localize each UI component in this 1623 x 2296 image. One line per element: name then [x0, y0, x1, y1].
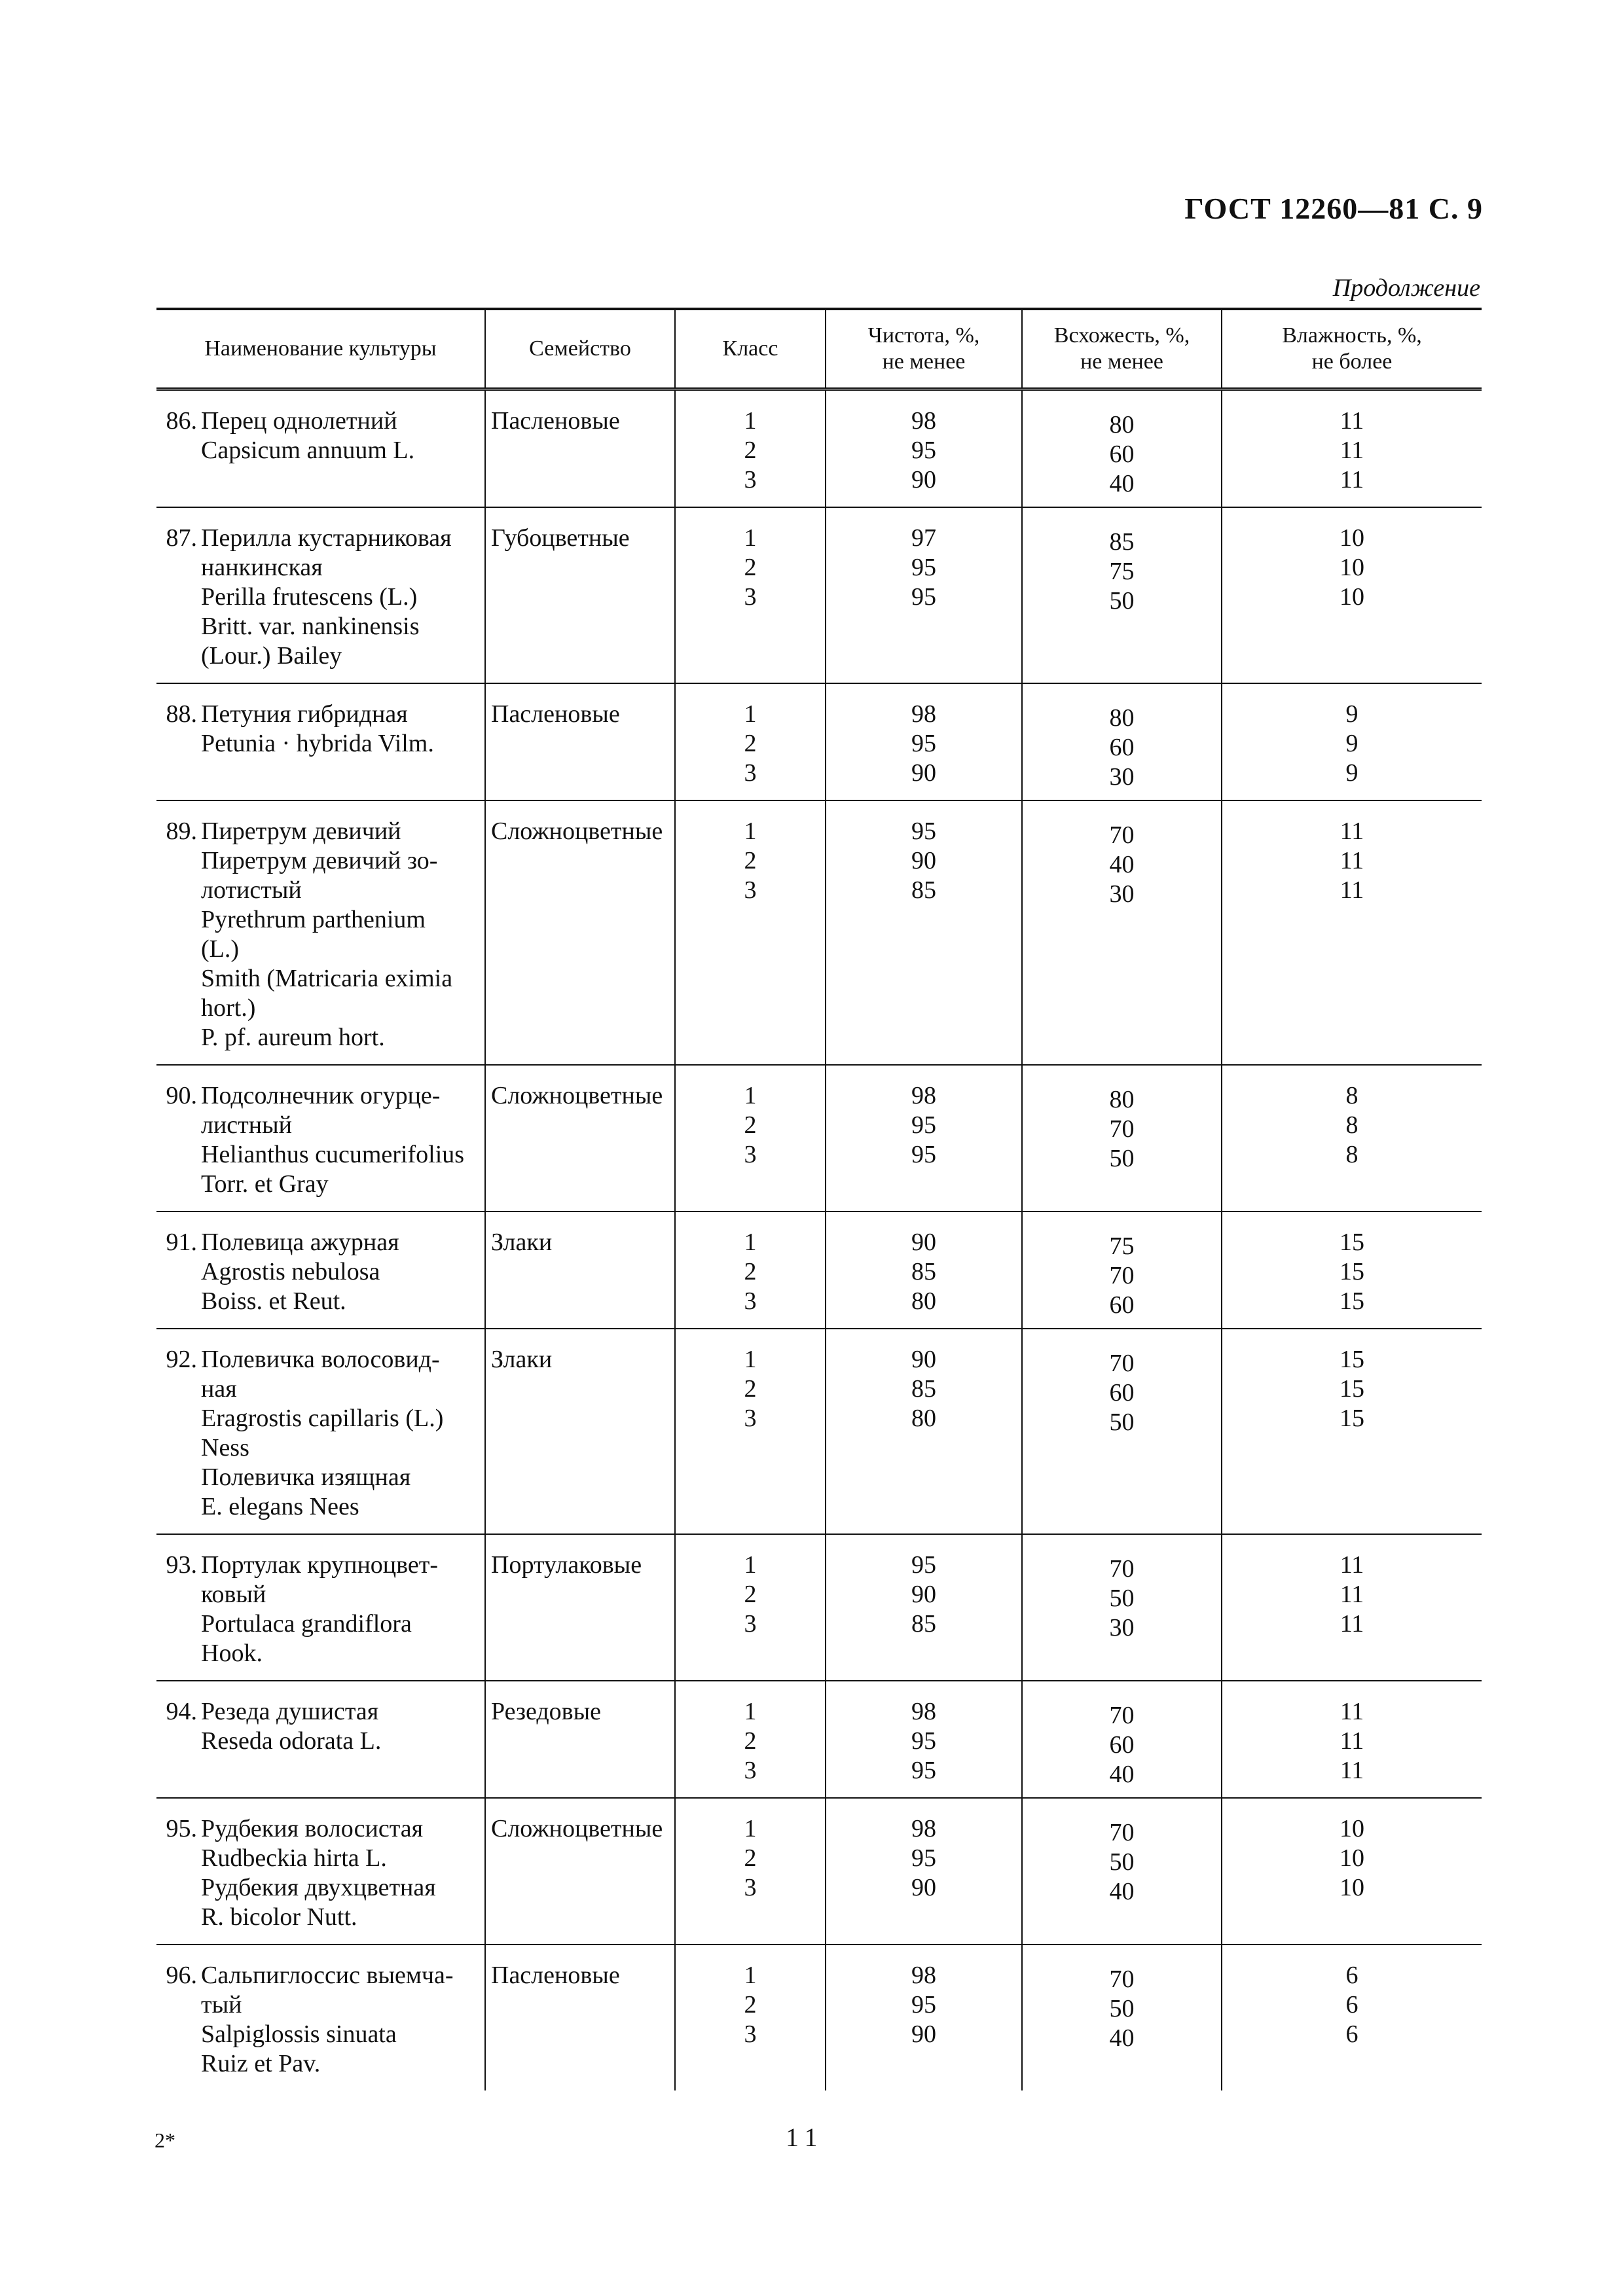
purity-value: 90 — [911, 1581, 936, 1608]
germination-cell — [1022, 683, 1222, 800]
class-value: 1 — [744, 1698, 757, 1725]
germination-value: 80 — [1109, 411, 1135, 439]
germination-value: 70 — [1109, 1262, 1135, 1289]
purity-value: 95 — [911, 817, 936, 845]
class-cell — [675, 1065, 826, 1211]
moisture-cell — [1222, 389, 1482, 508]
germination-cell — [1022, 1329, 1222, 1534]
germination-cell — [1022, 1211, 1222, 1329]
crop-name-line: Полевичка волосовид- — [201, 1346, 440, 1373]
class-value: 1 — [744, 407, 757, 435]
purity-value: 90 — [911, 759, 936, 787]
moisture-value: 8 — [1345, 1111, 1359, 1139]
class-value: 3 — [744, 1874, 757, 1901]
page-number: 11 — [786, 2123, 824, 2152]
germination-value: 50 — [1109, 1585, 1135, 1612]
crop-name-line: Hook. — [201, 1640, 263, 1667]
crop-name-cell — [156, 507, 485, 683]
crop-name-line: Полевичка изящная — [201, 1463, 411, 1491]
family-cell: Пасленовые — [485, 389, 675, 508]
germination-value: 30 — [1109, 763, 1135, 791]
family-cell: Сложноцветные — [485, 800, 675, 1065]
class-value: 1 — [744, 700, 757, 728]
germination-value: 40 — [1109, 1761, 1135, 1788]
family-cell: Портулаковые — [485, 1534, 675, 1681]
crop-name-line: Perilla frutescens (L.) — [201, 583, 418, 611]
table-row — [156, 389, 1482, 508]
purity-value: 95 — [911, 1141, 936, 1168]
entry-number: 87. — [166, 524, 197, 552]
purity-value: 95 — [911, 1844, 936, 1872]
germination-value: 50 — [1109, 1995, 1135, 2022]
crop-name-line: нанкинская — [201, 554, 323, 581]
germination-value: 40 — [1109, 2024, 1135, 2052]
class-value: 1 — [744, 1962, 757, 1989]
crop-name-cell — [156, 683, 485, 800]
germination-value: 40 — [1109, 470, 1135, 497]
class-value: 3 — [744, 1141, 757, 1168]
purity-value: 98 — [911, 700, 936, 728]
germination-cell — [1022, 389, 1222, 508]
class-value: 3 — [744, 583, 757, 611]
crop-name-line: Резеда душистая — [201, 1698, 379, 1725]
moisture-cell — [1222, 1211, 1482, 1329]
crop-name-line: Eragrostis capillaris (L.) — [201, 1405, 444, 1432]
moisture-value: 11 — [1340, 1727, 1364, 1755]
crop-name-cell — [156, 1065, 485, 1211]
moisture-value: 11 — [1340, 437, 1364, 464]
purity-value: 95 — [911, 437, 936, 464]
table-row — [156, 1945, 1482, 2090]
crop-name-cell — [156, 1211, 485, 1329]
germination-value: 85 — [1109, 528, 1135, 556]
moisture-value: 9 — [1345, 759, 1359, 787]
purity-value: 97 — [911, 524, 936, 552]
moisture-value: 11 — [1340, 407, 1364, 435]
germination-value: 70 — [1109, 1702, 1135, 1729]
moisture-value: 11 — [1340, 1610, 1364, 1638]
purity-value: 98 — [911, 407, 936, 435]
class-value: 3 — [744, 1757, 757, 1784]
moisture-value: 11 — [1340, 847, 1364, 874]
purity-value: 80 — [911, 1287, 936, 1315]
crop-name-line: Portulaca grandiflora — [201, 1610, 412, 1638]
crop-name-line: P. pf. aureum hort. — [201, 1024, 385, 1051]
crop-name-line: лотистый — [201, 876, 302, 904]
moisture-value: 15 — [1340, 1287, 1364, 1315]
moisture-value: 11 — [1340, 817, 1364, 845]
crop-name-line: Petunia · hybrida Vilm. — [201, 730, 434, 757]
moisture-value: 11 — [1340, 466, 1364, 493]
germination-cell — [1022, 800, 1222, 1065]
purity-cell — [826, 507, 1022, 683]
table-header-row — [156, 309, 1482, 389]
moisture-cell — [1222, 1798, 1482, 1945]
germination-cell — [1022, 1534, 1222, 1681]
column-header-moisture: Влажность, %, не более — [1222, 309, 1482, 389]
germination-value: 70 — [1109, 1115, 1135, 1143]
moisture-value: 6 — [1345, 1962, 1359, 1989]
moisture-value: 10 — [1340, 554, 1364, 581]
crop-name-line: Сальпиглоссис выемча- — [201, 1962, 454, 1989]
column-header-purity: Чистота, %, не менее — [826, 309, 1022, 389]
moisture-cell — [1222, 800, 1482, 1065]
table-row — [156, 1065, 1482, 1211]
germination-value: 60 — [1109, 440, 1135, 468]
germination-value: 70 — [1109, 1555, 1135, 1583]
sheet-mark: 2* — [155, 2128, 175, 2152]
purity-value: 85 — [911, 876, 936, 904]
moisture-value: 10 — [1340, 1874, 1364, 1901]
purity-value: 90 — [911, 847, 936, 874]
crop-name-line: Agrostis nebulosa — [201, 1258, 380, 1285]
family-cell: Злаки — [485, 1329, 675, 1534]
crop-name-line: тый — [201, 1991, 242, 2018]
class-cell — [675, 683, 826, 800]
crop-name-line: Capsicum annuum L. — [201, 437, 415, 464]
purity-cell — [826, 1211, 1022, 1329]
purity-value: 95 — [911, 583, 936, 611]
crop-name-line: hort.) — [201, 994, 256, 1022]
moisture-value: 15 — [1340, 1229, 1364, 1256]
purity-value: 85 — [911, 1610, 936, 1638]
family-cell: Сложноцветные — [485, 1065, 675, 1211]
table-row — [156, 1329, 1482, 1534]
germination-cell — [1022, 1945, 1222, 2090]
crop-name-line: Britt. var. nankinensis — [201, 613, 420, 640]
class-cell — [675, 389, 826, 508]
entry-number: 88. — [166, 700, 197, 728]
class-value: 1 — [744, 1551, 757, 1579]
purity-value: 85 — [911, 1258, 936, 1285]
class-value: 3 — [744, 1610, 757, 1638]
family-cell: Губоцветные — [485, 507, 675, 683]
entry-number: 91. — [166, 1229, 197, 1256]
moisture-value: 9 — [1345, 730, 1359, 757]
germination-value: 40 — [1109, 851, 1135, 878]
crop-name-line: листный — [201, 1111, 292, 1139]
crop-name-line: Pyrethrum parthenium — [201, 906, 426, 933]
purity-value: 95 — [911, 730, 936, 757]
moisture-value: 10 — [1340, 1844, 1364, 1872]
table-row — [156, 1798, 1482, 1945]
class-cell — [675, 1681, 826, 1798]
germination-value: 80 — [1109, 704, 1135, 732]
class-value: 2 — [744, 847, 757, 874]
germination-cell — [1022, 507, 1222, 683]
table-row — [156, 1211, 1482, 1329]
entry-number: 90. — [166, 1082, 197, 1109]
moisture-value: 10 — [1340, 583, 1364, 611]
moisture-cell — [1222, 507, 1482, 683]
class-value: 2 — [744, 437, 757, 464]
germination-value: 50 — [1109, 1145, 1135, 1172]
purity-value: 90 — [911, 1229, 936, 1256]
crop-name-line: (Lour.) Bailey — [201, 642, 342, 670]
germination-value: 75 — [1109, 558, 1135, 585]
purity-value: 90 — [911, 2020, 936, 2048]
class-value: 3 — [744, 2020, 757, 2048]
purity-cell — [826, 389, 1022, 508]
moisture-value: 11 — [1340, 1757, 1364, 1784]
seed-standards-table — [156, 308, 1482, 2090]
purity-value: 95 — [911, 554, 936, 581]
crop-name-cell — [156, 800, 485, 1065]
purity-cell — [826, 800, 1022, 1065]
class-value: 1 — [744, 524, 757, 552]
purity-value: 80 — [911, 1405, 936, 1432]
germination-cell — [1022, 1065, 1222, 1211]
entry-number: 92. — [166, 1346, 197, 1373]
germination-value: 60 — [1109, 1731, 1135, 1759]
column-header-germination: Всхожесть, %, не менее — [1022, 309, 1222, 389]
germination-value: 50 — [1109, 587, 1135, 615]
table-body — [156, 389, 1482, 2091]
germination-cell — [1022, 1798, 1222, 1945]
moisture-value: 8 — [1345, 1082, 1359, 1109]
table-row — [156, 1534, 1482, 1681]
crop-name-line: Smith (Matricaria eximia — [201, 965, 453, 992]
purity-cell — [826, 1945, 1022, 2090]
moisture-value: 11 — [1340, 1698, 1364, 1725]
moisture-value: 10 — [1340, 524, 1364, 552]
purity-value: 98 — [911, 1082, 936, 1109]
purity-cell — [826, 1681, 1022, 1798]
purity-value: 98 — [911, 1698, 936, 1725]
germination-value: 40 — [1109, 1878, 1135, 1905]
class-value: 1 — [744, 1082, 757, 1109]
class-cell — [675, 1534, 826, 1681]
purity-value: 90 — [911, 1874, 936, 1901]
purity-value: 98 — [911, 1962, 936, 1989]
germination-value: 80 — [1109, 1086, 1135, 1113]
purity-value: 85 — [911, 1375, 936, 1403]
crop-name-line: R. bicolor Nutt. — [201, 1903, 357, 1931]
entry-number: 89. — [166, 817, 197, 845]
class-cell — [675, 800, 826, 1065]
class-value: 2 — [744, 730, 757, 757]
crop-name-line: Петуния гибридная — [201, 700, 408, 728]
crop-name-line: Пиретрум девичий зо- — [201, 847, 438, 874]
crop-name-line: Рудбекия волосистая — [201, 1815, 424, 1842]
class-cell — [675, 507, 826, 683]
germination-value: 75 — [1109, 1232, 1135, 1260]
column-header-crop-name: Наименование культуры — [156, 309, 485, 389]
purity-cell — [826, 1798, 1022, 1945]
moisture-cell — [1222, 1329, 1482, 1534]
moisture-value: 6 — [1345, 1991, 1359, 2018]
purity-cell — [826, 1329, 1022, 1534]
crop-name-cell — [156, 1681, 485, 1798]
crop-name-line: Torr. et Gray — [201, 1170, 329, 1198]
germination-value: 30 — [1109, 880, 1135, 908]
crop-name-line: ная — [201, 1375, 237, 1403]
table-row — [156, 507, 1482, 683]
purity-cell — [826, 1065, 1022, 1211]
moisture-cell — [1222, 1065, 1482, 1211]
column-header-class: Класс — [675, 309, 826, 389]
class-cell — [675, 1329, 826, 1534]
crop-name-line: Helianthus cucumerifolius — [201, 1141, 465, 1168]
family-cell: Сложноцветные — [485, 1798, 675, 1945]
class-value: 3 — [744, 1287, 757, 1315]
moisture-value: 11 — [1340, 876, 1364, 904]
germination-value: 70 — [1109, 821, 1135, 849]
germination-value: 30 — [1109, 1614, 1135, 1641]
germination-value: 60 — [1109, 734, 1135, 761]
germination-value: 60 — [1109, 1291, 1135, 1319]
purity-value: 95 — [911, 1551, 936, 1579]
class-value: 2 — [744, 1844, 757, 1872]
moisture-value: 15 — [1340, 1258, 1364, 1285]
class-value: 2 — [744, 1375, 757, 1403]
crop-name-cell — [156, 1534, 485, 1681]
crop-name-line: Перец однолетний — [201, 407, 397, 435]
entry-number: 86. — [166, 407, 197, 435]
purity-cell — [826, 683, 1022, 800]
germination-cell — [1022, 1681, 1222, 1798]
family-cell: Злаки — [485, 1211, 675, 1329]
crop-name-cell — [156, 1329, 485, 1534]
germination-value: 70 — [1109, 1965, 1135, 1993]
moisture-value: 10 — [1340, 1815, 1364, 1842]
family-cell: Пасленовые — [485, 683, 675, 800]
crop-name-line: Ruiz et Pav. — [201, 2050, 321, 2077]
class-cell — [675, 1945, 826, 2090]
purity-value: 98 — [911, 1815, 936, 1842]
moisture-value: 15 — [1340, 1375, 1364, 1403]
class-value: 3 — [744, 876, 757, 904]
entry-number: 96. — [166, 1962, 197, 1989]
crop-name-line: Ness — [201, 1434, 249, 1462]
moisture-value: 6 — [1345, 2020, 1359, 2048]
continuation-label: Продолжение — [1332, 274, 1480, 302]
column-header-family: Семейство — [485, 309, 675, 389]
moisture-cell — [1222, 1945, 1482, 2090]
moisture-value: 11 — [1340, 1551, 1364, 1579]
table-row — [156, 1681, 1482, 1798]
entry-number: 94. — [166, 1698, 197, 1725]
crop-name-line: Рудбекия двухцветная — [201, 1874, 436, 1901]
class-value: 2 — [744, 1111, 757, 1139]
class-value: 2 — [744, 554, 757, 581]
crop-name-line: E. elegans Nees — [201, 1493, 359, 1520]
class-value: 3 — [744, 1405, 757, 1432]
moisture-value: 8 — [1345, 1141, 1359, 1168]
table-row — [156, 683, 1482, 800]
crop-name-line: Портулак крупноцвет- — [201, 1551, 438, 1579]
document-title: ГОСТ 12260—81 С. 9 — [1184, 192, 1483, 225]
moisture-value: 9 — [1345, 700, 1359, 728]
purity-value: 95 — [911, 1991, 936, 2018]
class-value: 3 — [744, 466, 757, 493]
crop-name-line: Reseda odorata L. — [201, 1727, 382, 1755]
germination-value: 70 — [1109, 1819, 1135, 1846]
class-value: 1 — [744, 817, 757, 845]
entry-number: 93. — [166, 1551, 197, 1579]
crop-name-line: Пиретрум девичий — [201, 817, 401, 845]
germination-value: 60 — [1109, 1379, 1135, 1407]
crop-name-line: Salpiglossis sinuata — [201, 2020, 397, 2048]
moisture-cell — [1222, 1534, 1482, 1681]
class-value: 3 — [744, 759, 757, 787]
germination-value: 50 — [1109, 1408, 1135, 1436]
family-cell: Резедовые — [485, 1681, 675, 1798]
purity-value: 95 — [911, 1111, 936, 1139]
class-value: 1 — [744, 1346, 757, 1373]
crop-name-line: Boiss. et Reut. — [201, 1287, 346, 1315]
germination-value: 50 — [1109, 1848, 1135, 1876]
class-value: 2 — [744, 1727, 757, 1755]
moisture-cell — [1222, 683, 1482, 800]
class-cell — [675, 1798, 826, 1945]
class-value: 1 — [744, 1815, 757, 1842]
purity-value: 95 — [911, 1757, 936, 1784]
purity-cell — [826, 1534, 1022, 1681]
crop-name-line: Перилла кустарниковая — [201, 524, 452, 552]
crop-name-line: Подсолнечник огурце- — [201, 1082, 441, 1109]
class-cell — [675, 1211, 826, 1329]
table-row — [156, 800, 1482, 1065]
family-cell: Пасленовые — [485, 1945, 675, 2090]
purity-value: 90 — [911, 466, 936, 493]
class-value: 2 — [744, 1991, 757, 2018]
moisture-value: 11 — [1340, 1581, 1364, 1608]
purity-value: 95 — [911, 1727, 936, 1755]
class-value: 1 — [744, 1229, 757, 1256]
germination-value: 70 — [1109, 1350, 1135, 1377]
crop-name-line: ковый — [201, 1581, 266, 1608]
crop-name-cell — [156, 1945, 485, 2090]
class-value: 2 — [744, 1581, 757, 1608]
entry-number: 95. — [166, 1815, 197, 1842]
moisture-value: 15 — [1340, 1405, 1364, 1432]
moisture-cell — [1222, 1681, 1482, 1798]
crop-name-line: (L.) — [201, 935, 240, 963]
crop-name-line: Полевица ажурная — [201, 1229, 399, 1256]
purity-value: 90 — [911, 1346, 936, 1373]
crop-name-line: Rudbeckia hirta L. — [201, 1844, 387, 1872]
crop-name-cell — [156, 389, 485, 508]
moisture-value: 15 — [1340, 1346, 1364, 1373]
crop-name-cell — [156, 1798, 485, 1945]
class-value: 2 — [744, 1258, 757, 1285]
